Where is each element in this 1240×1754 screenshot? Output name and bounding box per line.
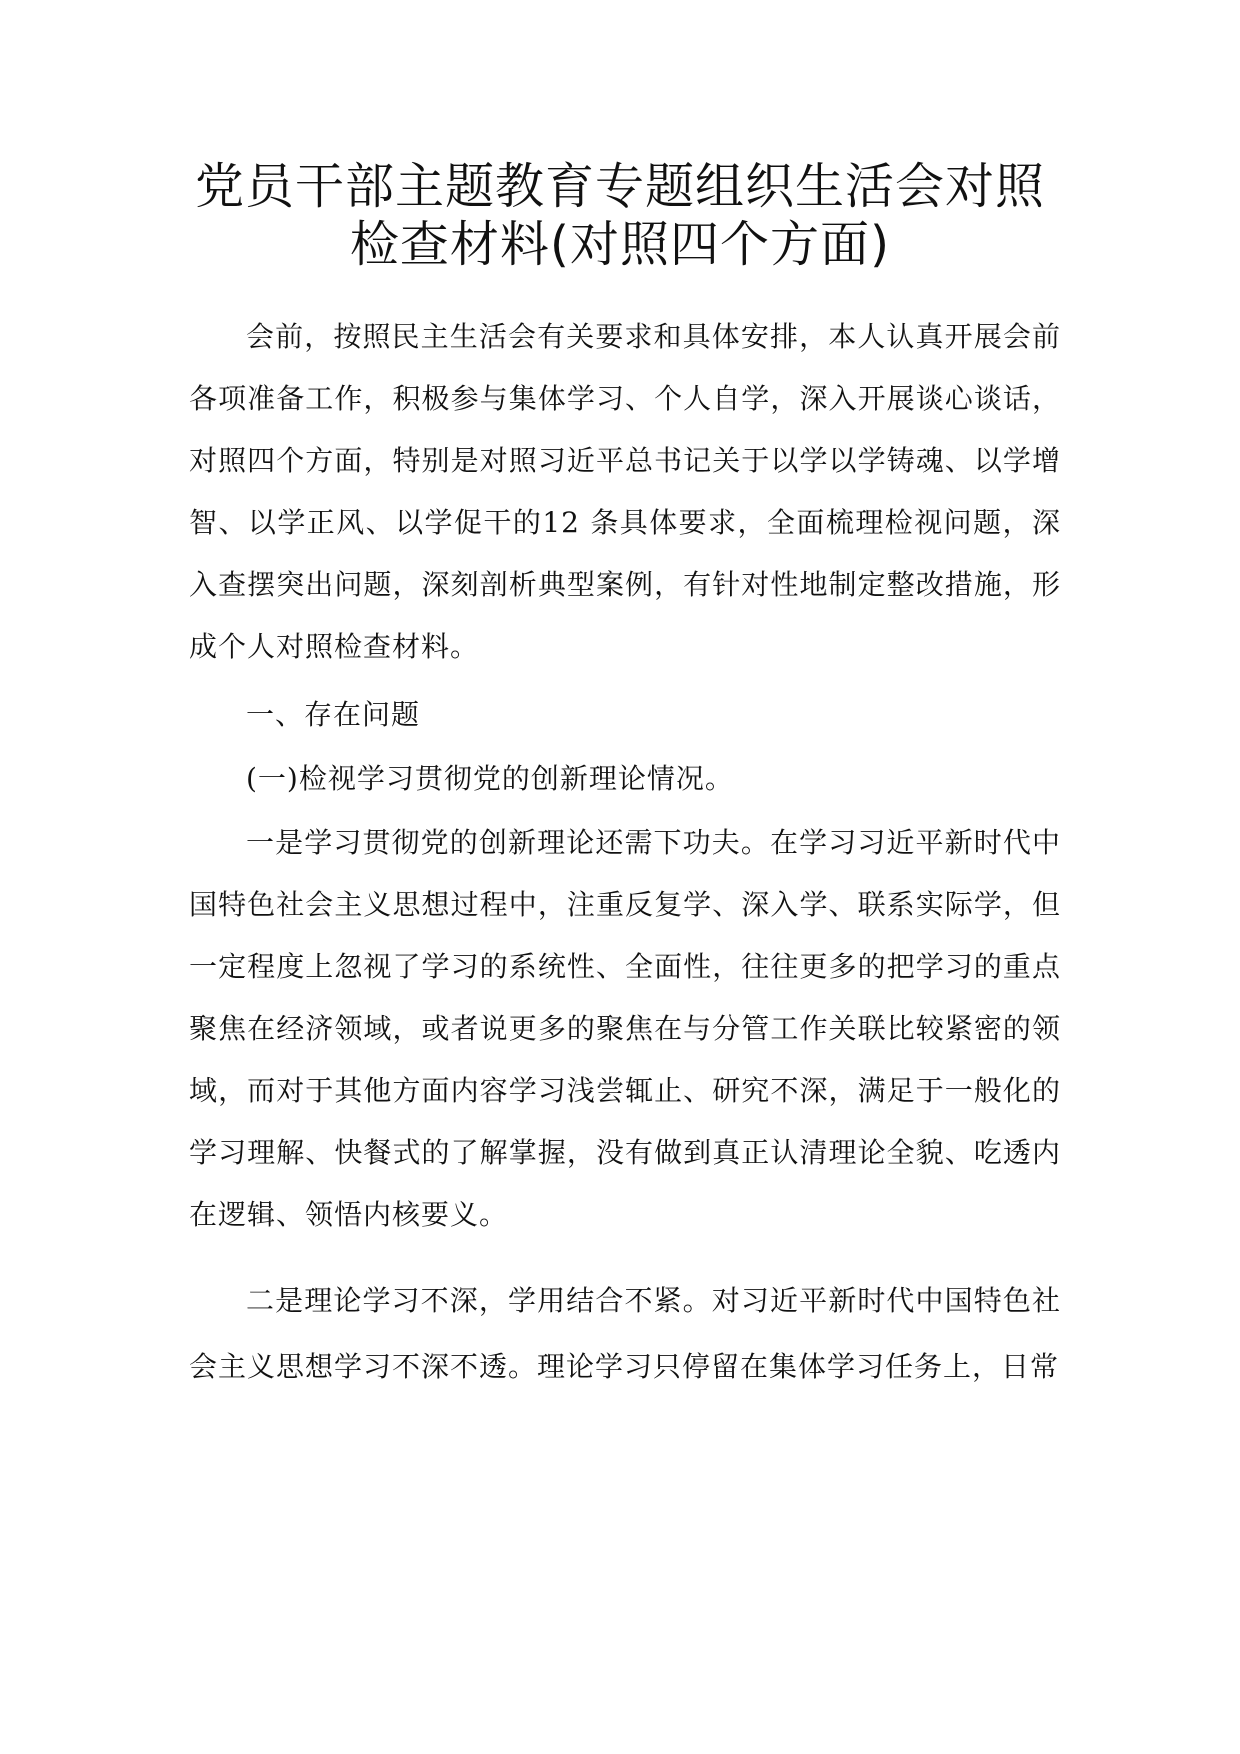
subsection-heading: (一)检视学习贯彻党的创新理论情况。 <box>246 762 734 795</box>
document-title <box>150 158 1090 274</box>
body-paragraph-1: 一是学习贯彻党的创新理论还需下功夫。在学习习近平新时代中国特色社会主义思想过程中，注重反复学、深入学、联系实际学，但一定程度上忽视了学习的系统性、全面性，往往更多的把学习的重点聚焦在经济领域，或者说更多的聚焦在与分管工作关联比较紧密的领域，而对于其他方面内容学习浅尝辄止、研究不深，满足于一般化的学习理解、快餐式的了解掌握，没有做到真正认清理论全貌、吃透内在逻辑、领悟内核要义。 <box>189 826 1061 1231</box>
intro-paragraph: 会前，按照民主生活会有关要求和具体安排，本人认真开展会前各项准备工作，积极参与集体学习、个人自学，深入开展谈心谈话，对照四个方面，特别是对照习近平总书记关于以学以学铸魂、以学增智、以学正风、以学促干的12 条具体要求，全面梳理检视问题，深入查摆突出问题，深刻剖析典型案例，有针对性地制定整改措施，形成个人对照检查材料。 <box>189 320 1061 663</box>
body-paragraph-2: 二是理论学习不深，学用结合不紧。对习近平新时代中国特色社会主义思想学习不深不透。理论学习只停留在集体学习任务上，日常 <box>189 1284 1061 1383</box>
section-heading: 一、存在问题 <box>246 698 421 731</box>
title-line-1: 党员干部主题教育专题组织生活会对照 <box>194 158 1045 215</box>
title-line-2: 检查材料(对照四个方面) <box>349 216 891 273</box>
